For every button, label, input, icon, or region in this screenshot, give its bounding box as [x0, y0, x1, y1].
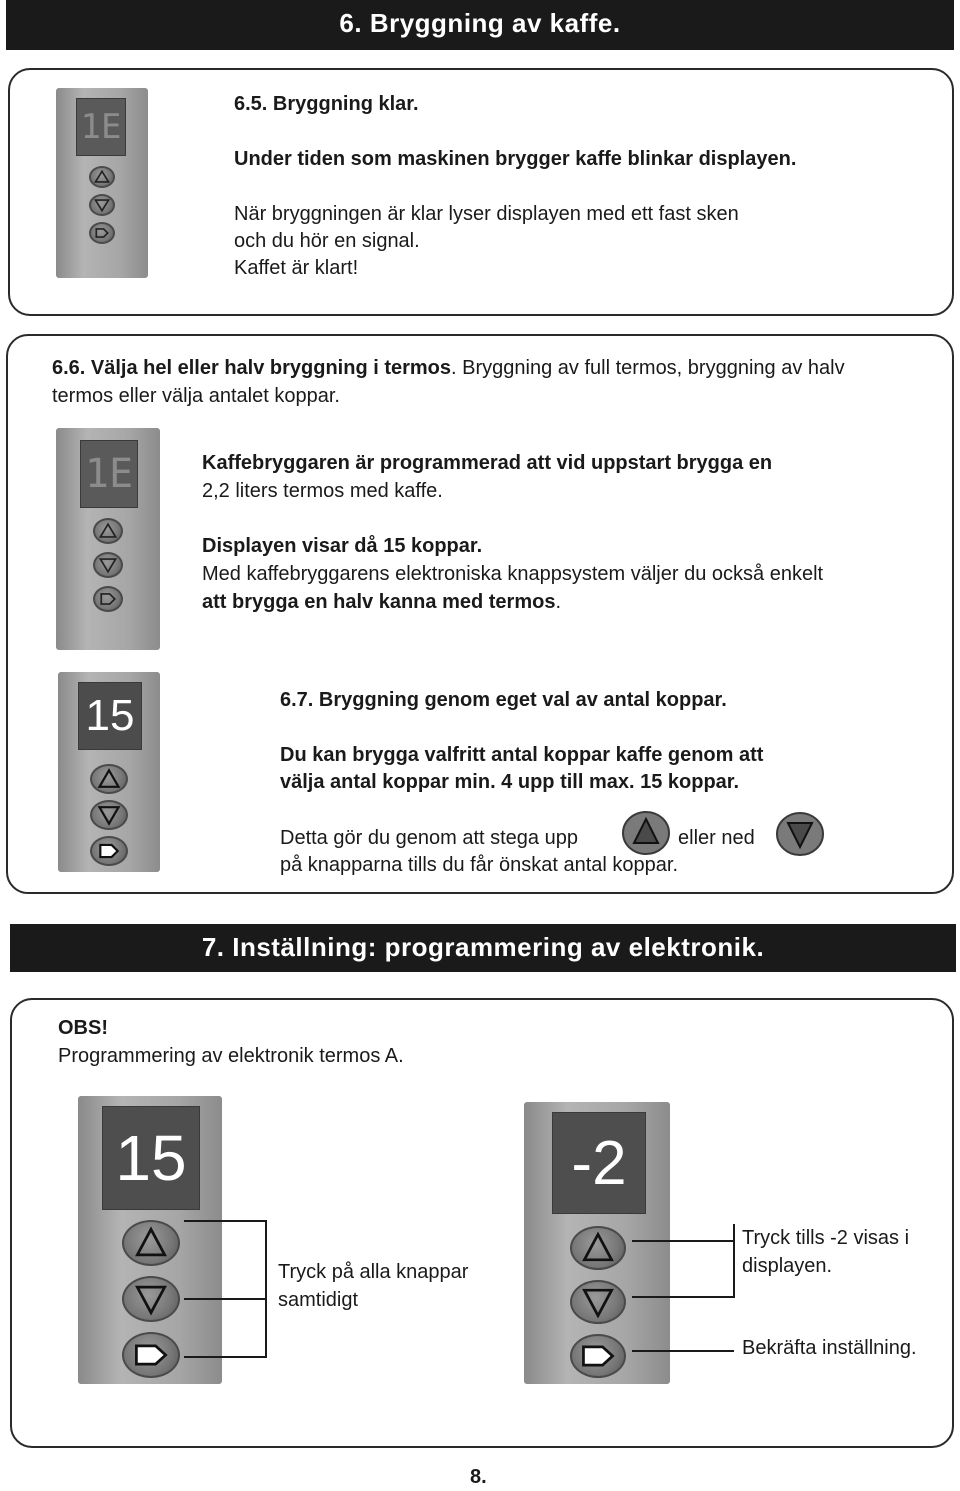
section-title: 6. Bryggning av kaffe.	[339, 8, 621, 38]
paragraph-valfritt-line2: välja antal koppar min. 4 upp till max. 15 koppar.	[280, 771, 740, 793]
play-icon	[92, 838, 126, 864]
section-title-7: 7. Inställning: programmering av elektronik.	[201, 932, 765, 962]
confirm-button[interactable]	[570, 1334, 626, 1378]
callout-bracket	[632, 1240, 734, 1242]
down-button[interactable]	[570, 1280, 626, 1324]
play-icon	[91, 224, 113, 242]
label-tryck-alla: Tryck på alla knappar samtidigt	[278, 1261, 469, 1311]
section-header-bar	[6, 0, 954, 50]
up-button[interactable]	[122, 1220, 180, 1266]
control-panel-image-3	[58, 672, 160, 872]
section-header-bar-7	[10, 924, 956, 972]
display-value: 1E	[84, 451, 134, 497]
obs-label: OBS!	[58, 1017, 108, 1039]
panel-display	[76, 98, 126, 156]
paragraph-halv-kanna	[202, 588, 561, 616]
up-arrow-icon	[622, 811, 670, 855]
down-button[interactable]	[90, 800, 128, 830]
confirm-button[interactable]	[93, 586, 123, 612]
up-button[interactable]	[93, 518, 123, 544]
play-icon	[124, 1334, 178, 1376]
play-icon	[95, 588, 121, 610]
heading-6-6-rest: . Bryggning av full termos, bryggning av halv	[451, 357, 845, 379]
display-value: 1E	[80, 107, 122, 147]
callout-bracket	[184, 1220, 266, 1222]
paragraph-stega-line2: på knapparna tills du får önskat antal koppar.	[280, 854, 679, 876]
display-value: 15	[85, 691, 135, 740]
panel-display	[80, 440, 138, 508]
up-button[interactable]	[570, 1226, 626, 1270]
play-icon	[572, 1336, 624, 1376]
control-panel-right	[524, 1102, 670, 1384]
confirm-button[interactable]	[89, 222, 115, 244]
confirm-button[interactable]	[90, 836, 128, 866]
heading-6-6-bold: 6.6. Välja hel eller halv bryggning i termos	[52, 357, 452, 379]
label-bekrafta: Bekräfta inställning.	[742, 1337, 917, 1359]
control-panel-left	[78, 1096, 222, 1384]
paragraph-klar-line1: När bryggningen är klar lyser displayen med ett fast sken	[234, 203, 739, 225]
down-button[interactable]	[93, 552, 123, 578]
up-arrow-icon	[92, 766, 126, 792]
callout-bracket	[184, 1356, 266, 1358]
callout-line	[632, 1350, 734, 1352]
paragraph-klar-line2: och du hör en signal.	[234, 230, 420, 252]
up-arrow-icon	[91, 168, 113, 186]
down-arrow-icon	[124, 1278, 178, 1320]
down-arrow-icon	[776, 812, 824, 856]
paragraph-halv-kanna-bold: att brygga en halv kanna med termos	[202, 591, 556, 613]
page-number: 8.	[470, 1466, 487, 1488]
panel-display	[78, 682, 142, 750]
paragraph-displayen: Displayen visar då 15 koppar.	[202, 535, 483, 557]
up-button[interactable]	[89, 166, 115, 188]
paragraph-uppstart-bold: Kaffebryggaren är programmerad att vid uppstart brygga en	[202, 452, 773, 474]
heading-6-5: 6.5. Bryggning klar.	[234, 93, 419, 115]
paragraph-uppstart	[202, 449, 922, 505]
label-tryck-tills: Tryck tills -2 visas i displayen.	[742, 1227, 910, 1277]
down-arrow-icon	[92, 802, 126, 828]
obs-subtitle: Programmering av elektronik termos A.	[58, 1045, 404, 1067]
paragraph-klar-line3: Kaffet är klart!	[234, 257, 359, 279]
down-button[interactable]	[122, 1276, 180, 1322]
up-button[interactable]	[90, 764, 128, 794]
heading-6-7: 6.7. Bryggning genom eget val av antal koppar.	[280, 689, 727, 711]
heading-6-6	[52, 354, 942, 382]
control-panel-image-2	[56, 428, 160, 650]
panel-display	[102, 1106, 200, 1210]
confirm-button[interactable]	[122, 1332, 180, 1378]
up-arrow-icon	[124, 1222, 178, 1264]
control-panel-image	[56, 88, 148, 278]
display-value: -2	[571, 1128, 627, 1198]
up-arrow-icon	[95, 520, 121, 542]
up-arrow-icon	[572, 1228, 624, 1268]
heading-6-6-line2: termos eller välja antalet koppar.	[52, 385, 340, 407]
down-button[interactable]	[89, 194, 115, 216]
paragraph-halv-kanna-end: .	[555, 591, 561, 613]
paragraph-uppstart-rest: 2,2 liters termos med kaffe.	[202, 480, 443, 502]
panel-display	[552, 1112, 646, 1214]
paragraph-valfritt-line1: Du kan brygga valfritt antal koppar kaffe genom att	[280, 744, 764, 766]
paragraph-stega-part1: Detta gör du genom att stega upp	[280, 827, 578, 849]
down-arrow-icon	[91, 196, 113, 214]
down-arrow-icon	[95, 554, 121, 576]
callout-bracket	[184, 1298, 266, 1300]
display-value: 15	[115, 1122, 187, 1194]
paragraph-stega-part2: eller ned	[678, 827, 755, 849]
paragraph-knappsystem: Med kaffebryggarens elektroniska knappsystem väljer du också enkelt	[202, 563, 824, 585]
box-bryggning-klar	[8, 68, 954, 316]
callout-bracket	[733, 1224, 735, 1298]
callout-bracket	[632, 1296, 734, 1298]
down-arrow-icon	[572, 1282, 624, 1322]
paragraph-blinkar: Under tiden som maskinen brygger kaffe blinkar displayen.	[234, 148, 797, 170]
callout-bracket	[265, 1220, 267, 1358]
